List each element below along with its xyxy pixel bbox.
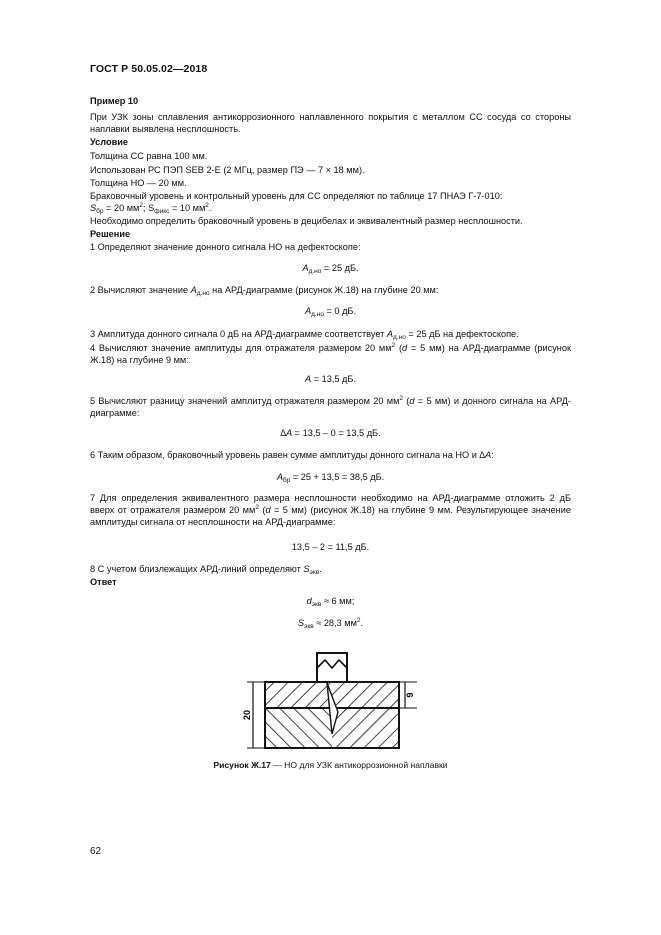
- step-5: 5 Вычисляют разницу значений амплитуд отражателя размером 20 $мм^2$ (d = 5 мм) и донного сигнала на АРД-диаграмме:: [90, 395, 571, 418]
- step-8: 8 С учетом близлежащих АРД-линий определяют $S_{экв}$.: [90, 564, 322, 576]
- condition-line-3: Толщина НО — 20 мм.: [90, 178, 187, 188]
- condition-title: Условие: [90, 137, 128, 147]
- formula-6: 13,5 – 2 = 11,5 дБ.: [291, 542, 370, 552]
- answer-title: Ответ: [90, 577, 117, 587]
- condition-line-5: $S_{бр} = 20$ $мм^2$; $S_{фикс} = 10$ $мм^2$.: [90, 202, 212, 215]
- formula-4: ∆A = 13,5 – 0 = 13,5 дБ.: [280, 428, 381, 438]
- step-1: 1 Определяют значение донного сигнала НО на дефектоскопе:: [90, 242, 361, 252]
- formula-1: $A_{д.но} = 25$ дБ.: [302, 263, 359, 275]
- solution-title: Решение: [90, 229, 131, 239]
- dimension-9-label: 9: [405, 692, 415, 698]
- condition-line-6: Необходимо определить браковочный уровень в децибелах и эквивалентный размер несплошности.: [90, 216, 523, 226]
- figure-ncho-diagram: [235, 650, 435, 755]
- formula-2: $A_{д.но} = 0$ дБ.: [304, 306, 357, 318]
- document-header: ГОСТ Р 50.05.02—2018: [90, 63, 208, 75]
- transducer-shape: [317, 653, 347, 682]
- condition-line-2: Использован РС ПЭП SEB 2-E (2 МГц, размер ПЭ — 7 × 18 мм).: [90, 165, 365, 175]
- step-2: 2 Вычисляют значение $A_{д.но}$ на АРД-диаграмме (рисунок Ж.18) на глубине 20 мм:: [90, 285, 439, 297]
- page-number: 62: [90, 846, 102, 857]
- example-title: Пример 10: [90, 96, 139, 106]
- dimension-20-label: 20: [242, 709, 252, 721]
- condition-line-4: Браковочный уровень и контрольный уровень для СС определяют по таблице 17 ПНАЭ Г-7-010:: [90, 191, 503, 201]
- formula-5: $A_{бр} = 25 + 13,5 = 38,5$ дБ.: [276, 472, 385, 484]
- step-4: 4 Вычисляют значение амплитуды для отражателя размером 20 $мм^2$ (d = 5 мм) на АРД-диаграмме (рисунок Ж.18) на глубине 9 мм:: [90, 342, 571, 365]
- formula-3: A = 13,5 дБ.: [305, 374, 356, 384]
- step-3: 3 Амплитуда донного сигнала 0 дБ на АРД-диаграмме соответствует $A_{д.но} = 25$ дБ на дефектоскопе.: [90, 329, 519, 341]
- answer-1: $d_{экв} \approx 6$ мм;: [306, 596, 355, 608]
- example-intro: При УЗК зоны сплавления антикоррозионного наплавленного покрытия с металлом СС сосуда со стороны наплавки выявлена несплошность.: [90, 112, 571, 134]
- answer-2: $S_{экв} \approx 28,3$ $мм^2$.: [297, 617, 364, 630]
- step-6: 6 Таким образом, браковочный уровень равен сумме амплитуды донного сигнала на НО и ∆A:: [90, 450, 494, 460]
- condition-line-1: Толщина СС равна 100 мм.: [90, 151, 208, 161]
- figure-caption: Рисунок Ж.17 — НО для УЗК антикоррозионной наплавки: [213, 760, 448, 770]
- step-7: 7 Для определения эквивалентного размера несплошности необходимо на АРД-диаграмме отложить 2 дБ вверх от отражателя размером 20 $мм^2$ (d = 5 мм) (рисунок Ж.18) на глубине 9 мм. Результирующее значение амплитуды сигнала от несплошности на АРД-диаграмме:: [90, 493, 571, 527]
